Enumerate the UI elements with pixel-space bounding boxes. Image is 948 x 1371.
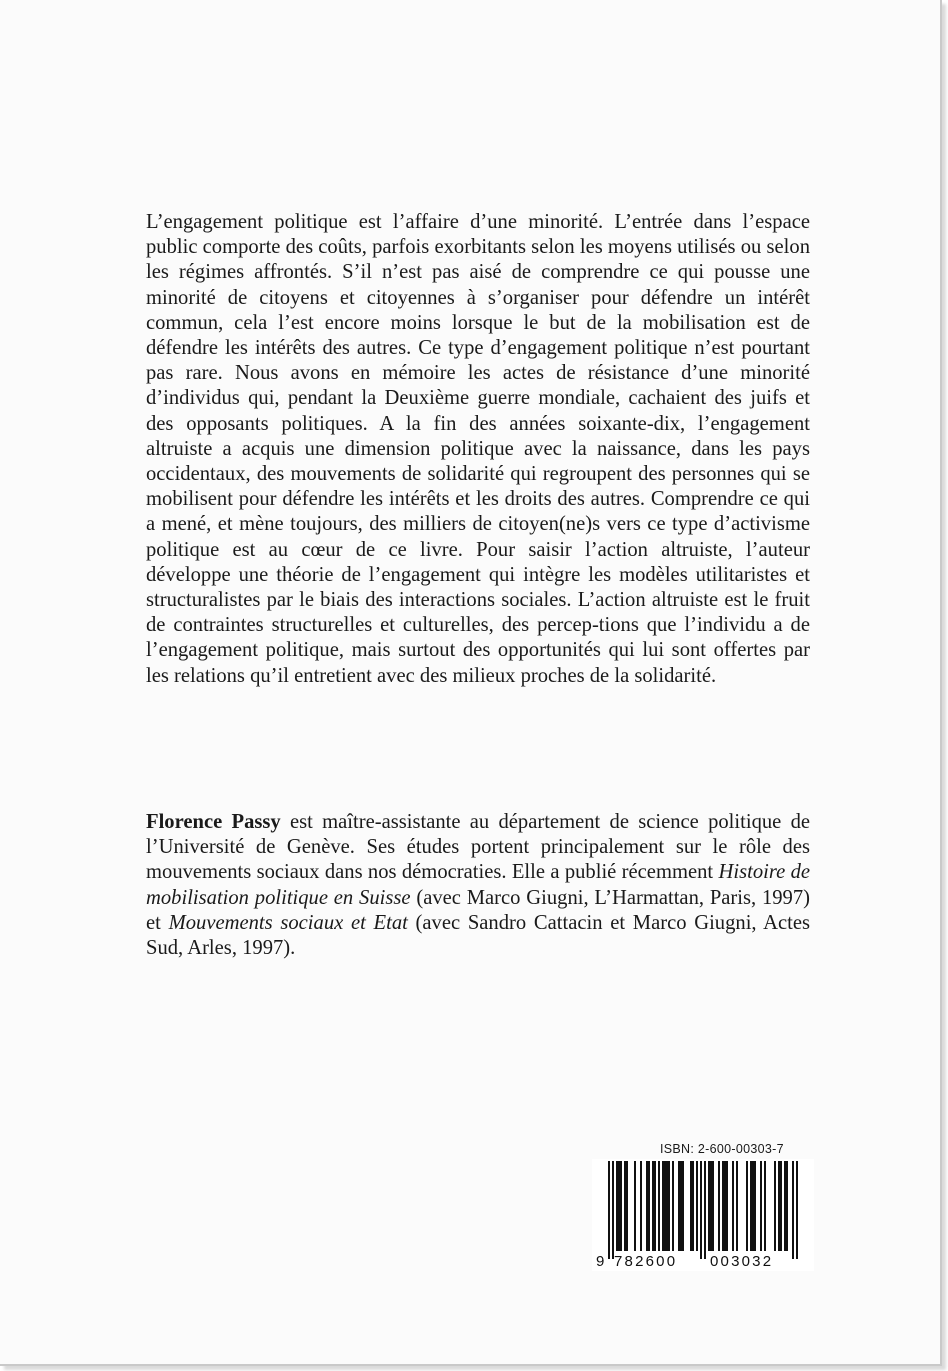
barcode-bar [778,1161,780,1251]
barcode-bar [704,1161,706,1259]
barcode-bar [662,1161,664,1251]
author-bio [146,810,810,961]
barcode-bar [750,1161,752,1251]
barcode-bar [732,1161,734,1251]
barcode-bar [724,1161,726,1251]
barcode-bar [658,1161,660,1251]
barcode-bar [690,1161,692,1251]
bio-text-1: est maître-assistante au département de science politique de l’Université de Genève. Ses études portent principalement sur le rôle des mouvements sociaux dans nos démocraties. Elle a publié récemment [146,811,811,884]
bio-text-3: (avec Sandro Cattacin et Marco Giugni, Actes Sud, Arles, 1997). [146,911,811,960]
barcode-bar [792,1161,794,1259]
barcode-bar [774,1161,776,1251]
barcode-bar [664,1161,666,1251]
barcode-bar [648,1161,650,1251]
barcode-bar [692,1161,694,1251]
barcode-bar [746,1161,748,1251]
barcode-bar [726,1161,728,1251]
author-name: Florence Passy [146,811,281,833]
barcode-bar [682,1161,684,1251]
barcode-bar [652,1161,654,1251]
barcode-bar [764,1161,766,1251]
barcode-bar [612,1161,614,1259]
barcode-bar [760,1161,762,1251]
barcode-digits-left: 782600 [614,1253,678,1270]
barcode-bar [700,1161,702,1259]
barcode-bar [752,1161,754,1251]
barcode-bar [722,1161,724,1251]
bio-text-2: (avec Marco Giugni, L’Harmattan, Paris, 1997) et [146,886,811,934]
blurb-paragraph: L’engagement politique est l’affaire d’une minorité. L’entrée dans l’espace public comporte des coûts, parfois exorbitants selon les moyens utilisés ou selon les régimes affrontés. S’il n’est pas aisé de comprendre ce qui pousse une minorité de citoyens et citoyennes à s’organiser pour défendre un intérêt commun, cela l’est encore moins lorsque le but de la mobilisation est de défendre les intérêts des autres. Ce type d’engagement politique n’est pourtant pas rare. Nous avons en mémoire les actes de résistance d’une minorité d’individus qui, pendant la Deuxième guerre mondiale, cachaient des juifs et des opposants politiques. A la fin des années soixante-dix, l’engagement altruiste a acquis une dimension politique avec la naissance, dans les pays occidentaux, des mouvements de solidarité qui regroupent des personnes qui se mobilisent pour défendre les intérêts et les droits des autres. Comprendre ce qui a mené, et mène toujours, des milliers de citoyen(ne)s vers ce type d’activisme politique est au cœur de ce livre. Pour saisir l’action altruiste, l’auteur développe une théorie de l’engagement qui intègre les modèles utilitaristes et structuralistes par le biais des interactions sociales. L’action altruiste est le fruit de contraintes structurelles et culturelles, des percep-tions que l’individu a de l’engagement politique, mais surtout des opportunités qui lui sont offertes par les relations qu’il entretient avec des milieux proches de la solidarité. [146,211,810,687]
barcode-bar [710,1161,712,1251]
barcode-bar [608,1161,610,1259]
barcode-bar [640,1161,642,1251]
barcode-bar [634,1161,636,1251]
barcode-bar [796,1161,798,1259]
barcode-bar [654,1161,656,1251]
barcode-bar [708,1161,710,1251]
book-title-1: Histoire de mobilisation politique en Suisse [146,861,811,909]
barcode-bar [616,1161,618,1251]
barcode-bar [786,1161,788,1251]
barcode-bar [668,1161,670,1251]
barcode-bar [696,1161,698,1251]
barcode-bar [618,1161,620,1251]
barcode-bar [624,1161,626,1251]
book-title-2: Mouvements sociaux et Etat [168,911,408,934]
barcode-bar [672,1161,674,1251]
barcode-bar [780,1161,782,1251]
barcode [592,1159,814,1271]
barcode-bar [712,1161,714,1251]
barcode-bar [784,1161,786,1251]
barcode-bar [626,1161,628,1251]
barcode-bar [718,1161,720,1251]
barcode-digit-lead: 9 [596,1253,605,1270]
barcode-bar [678,1161,680,1251]
barcode-bar [754,1161,756,1251]
barcode-bar [646,1161,648,1251]
barcode-digits-right: 003032 [710,1253,774,1270]
isbn-label: ISBN: 2-600-00303-7 [660,1142,784,1156]
barcode-bar [736,1161,738,1251]
barcode-bar [620,1161,622,1251]
barcode-bar [680,1161,682,1251]
barcode-bar [666,1161,668,1251]
